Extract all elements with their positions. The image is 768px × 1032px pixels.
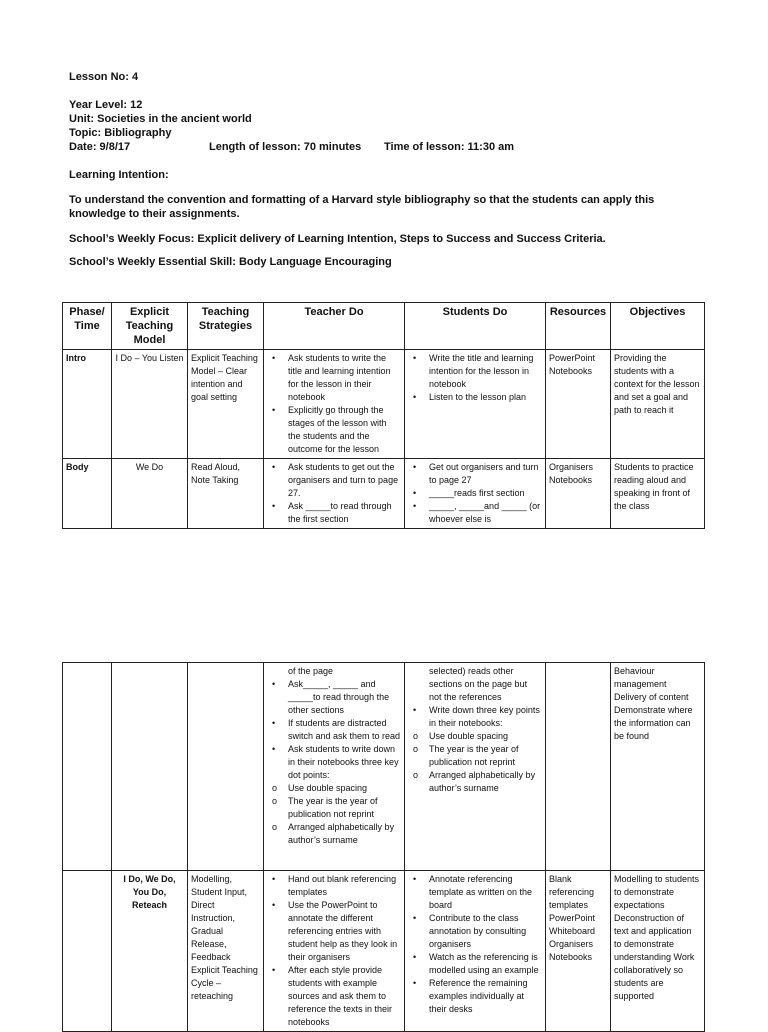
list-item: o The year is the year of publication not reprint	[408, 743, 542, 769]
list-item: o Use double spacing	[408, 730, 542, 743]
objectives-cell: Providing the students with a context for the lesson and set a goal and path to reach it	[611, 350, 705, 459]
table-row-modelling	[63, 871, 705, 1032]
resources-cell: PowerPoint Notebooks	[546, 350, 611, 459]
table-row-body	[63, 459, 705, 529]
unit: Unit: Societies in the ancient world	[69, 113, 252, 125]
header-objectives: Objectives	[611, 303, 705, 350]
table-header-row	[63, 303, 705, 350]
bullet-list	[267, 873, 401, 1029]
bullet-list	[408, 873, 542, 1016]
objectives-cell: Behaviour management Delivery of content Demonstrate where the information can be found	[611, 663, 705, 871]
model-cell: I Do, We Do, You Do, Reteach	[112, 871, 188, 1032]
lesson-plan-table-continued	[62, 662, 705, 1032]
lesson-time: Time of lesson: 11:30 am	[384, 141, 515, 153]
strategies-cell: Explicit Teaching Model – Clear intention and goal setting	[188, 350, 264, 459]
list-item: • Write down three key points in their notebooks:	[408, 704, 542, 730]
list-item: • Ask students to get out the organisers and turn to page 27.	[267, 461, 401, 500]
bullet-list	[267, 678, 401, 847]
students-do-lead: selected) reads other sections on the page but not the references	[429, 666, 528, 702]
strategies-cell	[188, 663, 264, 871]
phase-cell: Body	[63, 459, 112, 529]
date: Date: 9/8/17	[69, 141, 131, 153]
objectives-cell: Students to practice reading aloud and speaking in front of the class	[611, 459, 705, 529]
header-students-do: Students Do	[405, 303, 546, 350]
bullet-list	[408, 352, 542, 404]
weekly-skill: School’s Weekly Essential Skill: Body Language Encouraging	[69, 256, 392, 268]
list-item: • Get out organisers and turn to page 27	[408, 461, 542, 487]
bullet-list	[408, 704, 542, 795]
learning-intention-text: To understand the convention and formatting of a Harvard style bibliography so that the students can apply this knowledge to their assignments.	[69, 194, 655, 220]
students-do-list	[408, 704, 542, 795]
list-item: • After each style provide students with example sources and ask them to reference the texts in their notebooks	[267, 964, 401, 1029]
teacher-do-cell	[264, 871, 405, 1032]
bullet-list	[267, 461, 401, 526]
list-item: o Arranged alphabetically by author’s surname	[408, 769, 542, 795]
learning-intention-label: Learning Intention:	[69, 169, 169, 181]
topic: Topic: Bibliography	[69, 127, 172, 139]
resources-cell: Organisers Notebooks	[546, 459, 611, 529]
list-item: o The year is the year of publication not reprint	[267, 795, 401, 821]
list-item: • Watch as the referencing is modelled using an example	[408, 951, 542, 977]
list-item: • Listen to the lesson plan	[408, 391, 542, 404]
list-item: • _____reads first section	[408, 487, 542, 500]
header-model: Explicit Teaching Model	[112, 303, 188, 350]
header-resources: Resources	[546, 303, 611, 350]
resources-cell: Blank referencing templates PowerPoint Whiteboard Organisers Notebooks	[546, 871, 611, 1032]
teacher-do-cell	[264, 663, 405, 871]
list-item: • Ask _____to read through the first section	[267, 500, 401, 526]
phase-cell	[63, 663, 112, 871]
model-cell: We Do	[112, 459, 188, 529]
teacher-do-lead: of the page	[288, 666, 334, 676]
lesson-number: Lesson No: 4	[69, 71, 139, 83]
list-item: • If students are distracted switch and ask them to read	[267, 717, 401, 743]
bullet-list	[408, 461, 542, 526]
header-strategies: Teaching Strategies	[188, 303, 264, 350]
lesson-plan-table	[62, 302, 705, 529]
list-item: • Contribute to the class annotation by consulting organisers	[408, 912, 542, 951]
teacher-do-cell	[264, 350, 405, 459]
students-do-cell	[405, 350, 546, 459]
phase-cell: Intro	[63, 350, 112, 459]
strategies-cell: Read Aloud, Note Taking	[188, 459, 264, 529]
resources-cell	[546, 663, 611, 871]
list-item: • Annotate referencing template as written on the board	[408, 873, 542, 912]
list-item: • Ask students to write down in their notebooks three key dot points:	[267, 743, 401, 782]
list-item: • Reference the remaining examples individually at their desks	[408, 977, 542, 1016]
list-item: • Ask_____, _____ and _____to read through the other sections	[267, 678, 401, 717]
students-do-cell	[405, 663, 546, 871]
list-item: • Hand out blank referencing templates	[267, 873, 401, 899]
table-row-intro	[63, 350, 705, 459]
model-cell	[112, 663, 188, 871]
list-item: o Arranged alphabetically by author’s surname	[267, 821, 401, 847]
bullet-list	[267, 352, 401, 456]
list-item: • Ask students to write the title and learning intention for the lesson in their notebook	[267, 352, 401, 404]
list-item: • _____, _____and _____ (or whoever else is	[408, 500, 542, 526]
list-item: • Explicitly go through the stages of the lesson with the students and the outcome for the lesson	[267, 404, 401, 456]
list-item: o Use double spacing	[267, 782, 401, 795]
table-row-body-continued	[63, 663, 705, 871]
phase-cell	[63, 871, 112, 1032]
header-phase: Phase/ Time	[63, 303, 112, 350]
list-item: • Write the title and learning intention for the lesson in notebook	[408, 352, 542, 391]
strategies-cell: Modelling, Student Input, Direct Instruction, Gradual Release, Feedback Explicit Teaching Cycle – reteaching	[188, 871, 264, 1032]
students-do-cell	[405, 871, 546, 1032]
teacher-do-cell	[264, 459, 405, 529]
lesson-length: Length of lesson: 70 minutes	[209, 141, 362, 153]
objectives-cell: Modelling to students to demonstrate expectations Deconstruction of text and application to demonstrate understanding Work collaboratively so students are supported	[611, 871, 705, 1032]
list-item: • Use the PowerPoint to annotate the different referencing entries with student help as they look in their organisers	[267, 899, 401, 964]
weekly-focus: School’s Weekly Focus: Explicit delivery of Learning Intention, Steps to Success and Success Criteria.	[69, 233, 606, 245]
model-cell: I Do – You Listen	[112, 350, 188, 459]
teacher-do-list	[267, 678, 401, 847]
year-level: Year Level: 12	[69, 99, 143, 111]
students-do-cell	[405, 459, 546, 529]
header-teacher-do: Teacher Do	[264, 303, 405, 350]
